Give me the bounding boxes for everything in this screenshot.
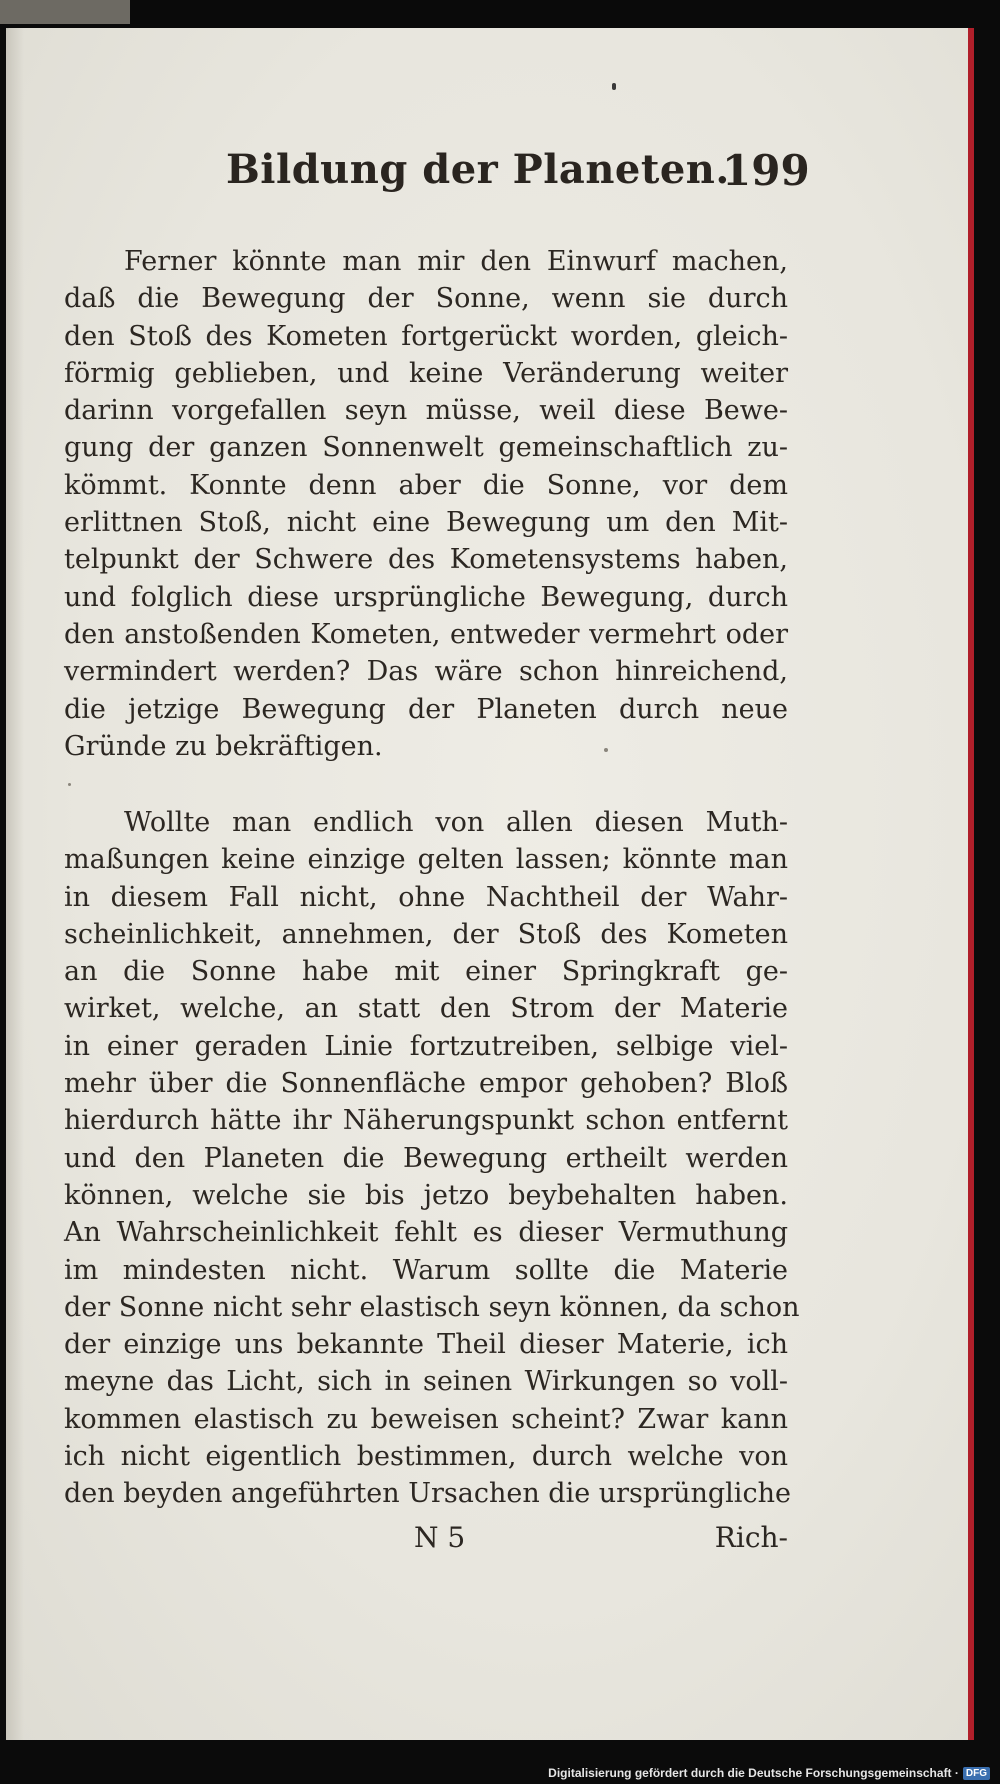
- text-line: meyne das Licht, sich in seinen Wirkungen so voll-: [64, 1366, 788, 1398]
- page-header: [6, 146, 968, 216]
- dfg-logo: DFG: [963, 1767, 990, 1780]
- ink-speck: [612, 83, 616, 90]
- text-line: den anstoßenden Kometen, entweder vermehrt oder: [64, 618, 788, 650]
- text-line: ich nicht eigentlich bestimmen, durch welche von: [64, 1441, 788, 1473]
- text-line: der einzige uns bekannte Theil dieser Materie, ich: [64, 1329, 788, 1361]
- text-line: an die Sonne habe mit einer Springkraft ge-: [64, 956, 788, 988]
- text-line: An Wahrscheinlichkeit fehlt es dieser Vermuthung: [64, 1217, 788, 1249]
- text-line: wirket, welche, an statt den Strom der Materie: [64, 993, 788, 1025]
- text-line: in diesem Fall nicht, ohne Nachtheil der Wahr-: [64, 881, 788, 913]
- credit-text: Digitalisierung gefördert durch die Deutsche Forschungsgemeinschaft ·: [548, 1766, 959, 1780]
- catchword: Rich-: [714, 1521, 788, 1554]
- text-line: und den Planeten die Bewegung ertheilt werden: [64, 1142, 788, 1174]
- text-line: Gründe zu bekräftigen.: [64, 730, 383, 762]
- text-line: in einer geraden Linie fortzutreiben, selbige viel-: [64, 1030, 788, 1062]
- text-line: vermindert werden? Das wäre schon hinreichend,: [64, 656, 788, 688]
- text-line: kommen elastisch zu beweisen scheint? Zwar kann: [64, 1403, 788, 1435]
- text-line: darinn vorgefallen seyn müsse, weil diese Bewe-: [64, 395, 788, 427]
- text-line: erlittnen Stoß, nicht eine Bewegung um den Mit-: [64, 507, 788, 539]
- adjacent-page-edge: [0, 0, 130, 24]
- ink-speck: [68, 783, 71, 786]
- paragraph: [64, 243, 788, 765]
- text-line: scheinlichkeit, annehmen, der Stoß des Kometen: [64, 918, 788, 950]
- text-line: der Sonne nicht sehr elastisch seyn können, da schon: [64, 1291, 800, 1323]
- page-footer: [64, 1521, 788, 1559]
- gutter-shadow: [6, 28, 24, 1740]
- page-number: 199: [722, 146, 810, 195]
- text-line: hierdurch hätte ihr Näherungspunkt schon entfernt: [64, 1105, 788, 1137]
- text-line: gung der ganzen Sonnenwelt gemeinschaftlich zu-: [64, 432, 788, 464]
- text-line: und folglich diese ursprüngliche Bewegung, durch: [64, 581, 788, 613]
- text-line: telpunkt der Schwere des Kometensystems haben,: [64, 544, 788, 576]
- text-line: den Stoß des Kometen fortgerückt worden, gleich-: [64, 320, 788, 352]
- text-line: maßungen keine einzige gelten lassen; könnte man: [64, 844, 788, 876]
- paragraph: [64, 804, 800, 1513]
- scan-bottom-strip: [0, 1740, 1000, 1784]
- scan-top-edge: [0, 0, 1000, 30]
- text-line: kömmt. Konnte denn aber die Sonne, vor dem: [64, 469, 788, 501]
- signature-mark: N 5: [414, 1521, 466, 1554]
- text-line: daß die Bewegung der Sonne, wenn sie durch: [64, 283, 788, 315]
- text-line: können, welche sie bis jetzo beybehalten haben.: [64, 1179, 788, 1211]
- digitization-credit: [548, 1766, 990, 1780]
- text-line: im mindesten nicht. Warum sollte die Materie: [64, 1254, 788, 1286]
- text-line: Wollte man endlich von allen diesen Muth-: [124, 807, 788, 838]
- text-line: Ferner könnte man mir den Einwurf machen,: [124, 246, 788, 277]
- book-page: [6, 28, 974, 1740]
- text-line: förmig geblieben, und keine Veränderung weiter: [64, 357, 788, 389]
- text-line: mehr über die Sonnenfläche empor gehoben? Bloß: [64, 1068, 788, 1100]
- text-line: den beyden angeführten Ursachen die ursprüngliche: [64, 1478, 791, 1510]
- text-line: die jetzige Bewegung der Planeten durch neue: [64, 693, 788, 725]
- running-title: Bildung der Planeten.: [226, 146, 730, 193]
